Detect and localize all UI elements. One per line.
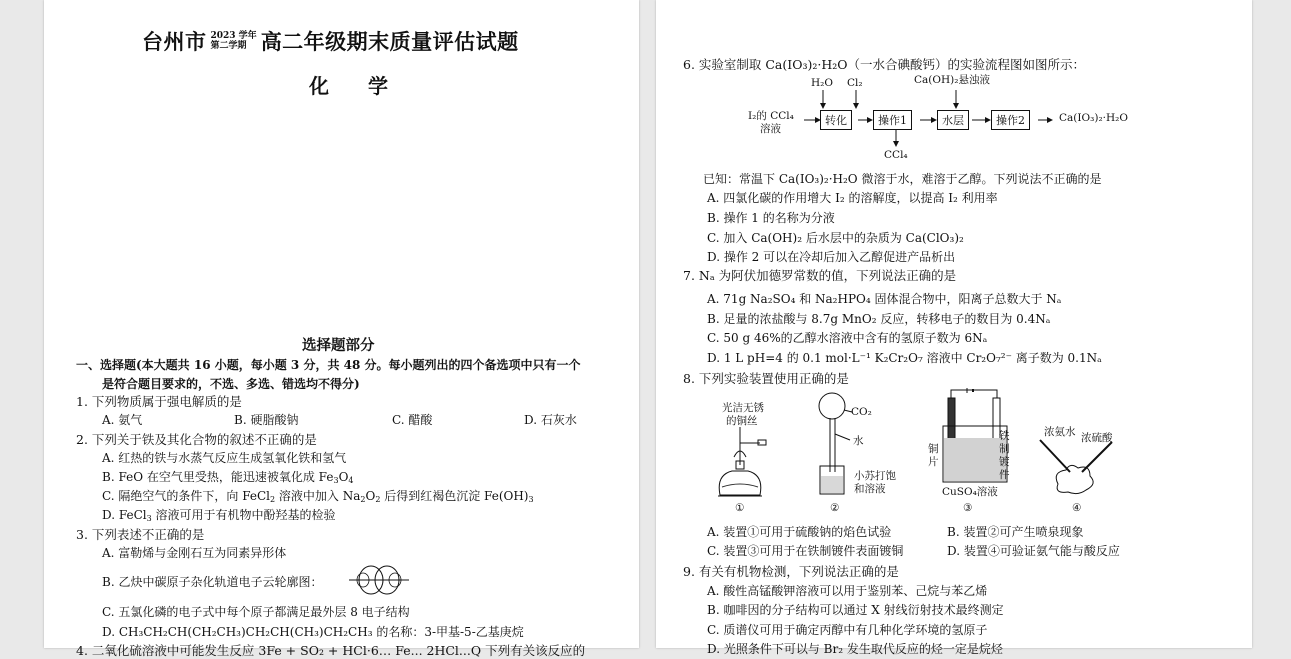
page-left (44, 0, 639, 658)
q1-option-c: C. 醋酸 (392, 413, 433, 427)
q8-option-c: C. 装置③可用于在铁制镀件表面镀铜 (707, 544, 904, 558)
question-1-options (102, 411, 577, 428)
q6-option-c: C. 加入 Ca(OH)₂ 后水层中的杂质为 Ca(ClO₃)₂ (707, 231, 964, 245)
q7-option-b: B. 足量的浓盐酸与 8.7g MnO₂ 反应，转移电子的数目为 0.4Nₐ (707, 312, 1051, 326)
q2-b-mid: O (338, 470, 349, 484)
label-iron-3: 镀 (999, 456, 1010, 468)
q2-c-sub-4: 3 (528, 495, 534, 504)
q9-option-d: D. 光照条件下可以与 Br₂ 发生取代反应的烃一定是烷烃 (707, 642, 1003, 656)
q6-option-a: A. 四氯化碳的作用增大 I₂ 的溶解度，以提高 I₂ 利用率 (707, 191, 998, 205)
q2-c-mid-2: O (365, 489, 376, 503)
school-term (211, 31, 257, 51)
flow-ccl4: CCl₄ (884, 149, 908, 161)
page-right (656, 0, 1252, 656)
q1-option-a: A. 氨气 (102, 413, 143, 427)
q2-c-mid: 溶液中加入 Na (275, 489, 361, 503)
q9-option-b: B. 咖啡因的分子结构可以通过 X 射线衍射技术最终测定 (707, 603, 1004, 617)
apparatus-number-2: ② (830, 502, 840, 514)
q7-option-d: D. 1 L pH=4 的 0.1 mol·L⁻¹ K₂Cr₂O₇ 溶液中 Cr₂O₇²⁻ 离子数为 0.1Nₐ (707, 351, 1102, 365)
exam-name: 高二年级期末质量评估试题 (260, 29, 519, 54)
q8-option-a: A. 装置①可用于硫酸钠的焰色试验 (707, 525, 892, 539)
label-soda-2: 和溶液 (854, 483, 886, 495)
instruction-line-1: 一、选择题(本大题共 16 小题，每小题 3 分，共 48 分。每小题列出的四个备选项中只有一个 (76, 358, 581, 372)
q2-option-d (102, 506, 336, 523)
q6-known: 已知：常温下 Ca(IO₃)₂·H₂O 微溶于水，难溶于乙醇。下列说法不正确的是 (703, 172, 1102, 186)
q6-option-d: D. 操作 2 可以在冷却后加入乙醇促进产品析出 (707, 250, 956, 264)
q2-b-text: B. FeO 在空气里受热，能迅速被氧化成 Fe (102, 470, 334, 484)
exam-title (142, 26, 519, 56)
q8-option-d: D. 装置④可验证氨气能与酸反应 (947, 544, 1120, 558)
label-copper-wire-2: 的铜丝 (726, 415, 758, 427)
q2-option-b (102, 468, 354, 485)
q6-option-b: B. 操作 1 的名称为分液 (707, 211, 835, 225)
q8-option-b: B. 装置②可产生喷泉现象 (947, 525, 1084, 539)
q2-b-sub-2: 4 (348, 476, 354, 485)
label-ammonia: 浓氨水 (1044, 426, 1076, 438)
flow-box-aqueous-layer: 水层 (937, 110, 969, 130)
flow-box-conversion: 转化 (820, 110, 852, 130)
flow-start-2: 溶液 (760, 123, 781, 135)
subject-title: 化 学 (309, 74, 404, 98)
flow-start: I₂的 CCl₄ (748, 110, 794, 122)
orbital-diagram (347, 562, 411, 598)
question-2-stem: 2. 下列关于铁及其化合物的叙述不正确的是 (76, 432, 317, 447)
label-cuso4: CuSO₄溶液 (942, 486, 998, 498)
q2-option-c (102, 487, 534, 504)
q3-option-d: D. CH₃CH₂CH(CH₂CH₃)CH₂CH(CH₃)CH₂CH₃ 的名称：3-甲基-5-乙基庚烷 (102, 625, 524, 639)
q2-c-sub-2: 2 (360, 495, 366, 504)
label-copper-wire-1: 光洁无锈 (722, 402, 764, 414)
label-sulfuric-acid: 浓硫酸 (1081, 432, 1113, 444)
q2-c-post: 后得到红褐色沉淀 Fe(OH) (380, 489, 529, 503)
flow-product: Ca(IO₃)₂·H₂O (1059, 112, 1128, 124)
city-name: 台州市 (142, 29, 207, 54)
question-8-stem: 8. 下列实验装置使用正确的是 (683, 371, 849, 386)
flow-box-operation-2: 操作2 (991, 110, 1030, 130)
instruction-line-2: 是符合题目要求的，不选、多选、错选均不得分) (102, 377, 360, 391)
q7-option-c: C. 50 g 46%的乙醇水溶液中含有的氢原子数为 6Nₐ (707, 331, 988, 345)
question-4-partial: 4. 二氧化硫溶液中可能发生反应 3Fe + SO₂ + HCl·6… Fe... 2HCl...Q 下列有关该反应的 (76, 643, 586, 658)
question-9-stem: 9. 有关有机物检测，下列说法正确的是 (683, 564, 899, 579)
q9-option-c: C. 质谱仪可用于确定丙醇中有几种化学环境的氢原子 (707, 623, 988, 637)
q7-option-a: A. 71g Na₂SO₄ 和 Na₂HPO₄ 固体混合物中，阳离子总数大于 Nₐ (707, 292, 1062, 306)
question-3-stem: 3. 下列表述不正确的是 (76, 527, 205, 542)
label-iron-1: 铁 (999, 430, 1010, 442)
flow-box-operation-1: 操作1 (873, 110, 912, 130)
label-iron-2: 制 (999, 443, 1010, 455)
question-7-stem: 7. Nₐ 为阿伏加德罗常数的值，下列说法正确的是 (683, 268, 957, 283)
label-soda-1: 小苏打饱 (854, 470, 896, 482)
q2-c-sub-1: 2 (270, 495, 276, 504)
label-water: 水 (853, 435, 864, 447)
flow-cl2: Cl₂ (847, 77, 863, 89)
q2-d-post: 溶液可用于有机物中酚羟基的检验 (151, 508, 336, 522)
label-copper-1: 铜 (928, 443, 939, 455)
apparatus-number-4: ④ (1072, 502, 1082, 514)
flow-h2o: H₂O (811, 77, 833, 89)
apparatus-number-1: ① (735, 502, 745, 514)
label-copper-2: 片 (928, 456, 939, 468)
q3-option-c: C. 五氯化磷的电子式中每个原子都满足最外层 8 电子结构 (102, 605, 410, 619)
flow-caoh2: Ca(OH)₂悬浊液 (914, 74, 990, 86)
q2-option-a: A. 红热的铁与水蒸气反应生成氢氧化铁和氢气 (102, 451, 347, 465)
question-6-stem: 6. 实验室制取 Ca(IO₃)₂·H₂O（一水合碘酸钙）的实验流程图如图所示： (683, 57, 1085, 72)
label-iron-4: 件 (999, 469, 1010, 481)
q9-option-a: A. 酸性高锰酸钾溶液可以用于鉴别苯、己烷与苯乙烯 (707, 584, 988, 598)
question-1-stem: 1. 下列物质属于强电解质的是 (76, 394, 242, 409)
apparatus-1-lamp (712, 425, 772, 500)
apparatus-4-glass-rods (1036, 436, 1116, 498)
apparatus-number-3: ③ (963, 502, 973, 514)
q2-d-sub: 3 (146, 514, 152, 523)
q2-d-text: D. FeCl (102, 508, 147, 522)
q2-c-text: C. 隔绝空气的条件下，向 FeCl (102, 489, 270, 503)
q1-option-b: B. 硬脂酸钠 (234, 413, 299, 427)
q1-option-d: D. 石灰水 (524, 413, 577, 427)
section-title: 选择题部分 (302, 337, 375, 354)
q2-b-sub-1: 3 (333, 476, 339, 485)
semester: 第二学期 (210, 41, 247, 51)
q3-option-b: B. 乙炔中碳原子杂化轨道电子云轮廓图： (102, 575, 323, 589)
q2-c-sub-3: 2 (375, 495, 381, 504)
q3-option-a: A. 富勒烯与金刚石互为同素异形体 (102, 546, 287, 560)
label-co2: CO₂ (851, 406, 872, 418)
school-year: 2023 学年 (210, 31, 257, 41)
